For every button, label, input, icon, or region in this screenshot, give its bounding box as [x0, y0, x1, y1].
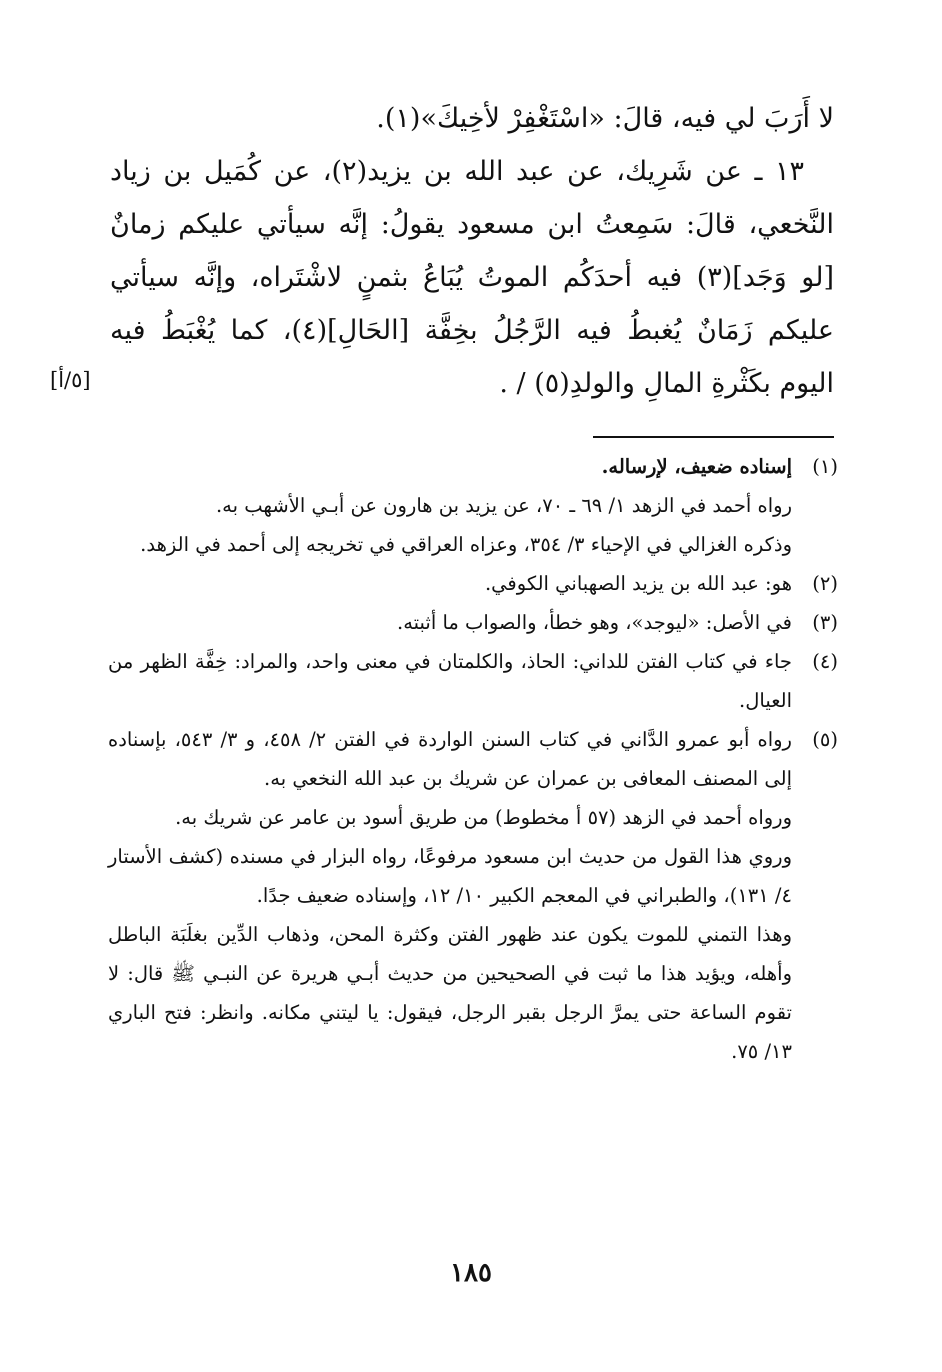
footnote-body [108, 603, 792, 642]
footnote-number: (٥) [812, 728, 838, 751]
footnote-paragraph: في الأصل: «ليوجد»، وهو خطأ، والصواب ما أثبته. [397, 611, 792, 634]
footnote-paragraph: جاء في كتاب الفتن للداني: الحاذ، والكلمتان في معنى واحد، والمراد: خِفَّة الظهر من العيال. [108, 650, 792, 712]
footnote-2 [108, 564, 838, 603]
footnote-1 [108, 447, 838, 564]
footnote-paragraph: إسناده ضعيف، لإرساله. [601, 455, 792, 478]
main-paragraph-continuation: لا أَرَبَ لي فيه، قالَ: «اسْتَغْفِرْ لأخِيكَ»(١). [376, 103, 834, 134]
footnote-number: (٣) [812, 611, 838, 634]
manuscript-folio-marker: [٥/أ] [50, 368, 91, 392]
footnote-separator [593, 436, 834, 438]
page-number: ١٨٥ [450, 1258, 492, 1288]
footnote-number: (٤) [812, 650, 838, 673]
footnote-paragraph: وذكره الغزالي في الإحياء ٣/ ٣٥٤، وعزاه العراقي في تخريجه إلى أحمد في الزهد. [140, 533, 792, 556]
footnote-paragraph: رواه أبو عمرو الدَّاني في كتاب السنن الواردة في الفتن ٢/ ٤٥٨، و ٣/ ٥٤٣، بإسناده إلى المصنف المعافى بن عمران عن شريك بن عبد الله النخعي به. [108, 728, 792, 790]
footnote-body [108, 564, 792, 603]
footnote-paragraph: هو: عبد الله بن يزيد الصهباني الكوفي. [484, 572, 792, 595]
footnote-paragraph: وروي هذا القول من حديث ابن مسعود مرفوعًا، رواه البزار في مسنده (كشف الأستار ٤/ ١٣١)، والطبراني في المعجم الكبير ١٠/ ١٢، وإسناده ضعيف جدًا. [108, 845, 792, 907]
main-paragraph-athar-13: ١٣ ـ عن شَرِيك، عن عبد الله بن يزيد(٢)، عن كُمَيل بن زياد النَّخعي، قالَ: سَمِعتُ ابن مسعود يقولُ: إنَّه سيأتي عليكم زمانٌ [لو وَجَد](٣) فيه أحدَكُم الموتُ يُبَاعُ بثمنٍ لاشْتَراه، وإنَّه سيأتي عليكم زَمَانٌ يُغبطُ فيه الرَّجُلُ بخِفَّة [الحَالِ](٤)، كما يُغْبَطُ فيه اليوم بكَثْرةِ المالِ والولدِ(٥) / . [110, 156, 834, 399]
footnote-body [108, 447, 792, 564]
footnotes [108, 447, 838, 1071]
footnote-body [108, 642, 792, 720]
footnote-3 [108, 603, 838, 642]
footnote-number: (١) [812, 455, 838, 478]
footnote-paragraph: وهذا التمني للموت يكون عند ظهور الفتن وكثرة المحن، وذهاب الدِّين بغلَبَة الباطل وأهله، ويؤيد هذا ما ثبت في الصحيحين من حديث أبـي هريرة عن النبـي ﷺ قال: لا تقوم الساعة حتى يمرَّ الرجل بقبر الرجل، فيقول: يا ليتني مكانه. وانظر: فتح الباري ١٣/ ٧٥. [108, 923, 792, 1063]
footnote-body [108, 720, 792, 1071]
footnote-number: (٢) [812, 572, 838, 595]
main-text [110, 92, 834, 410]
footnote-paragraph: رواه أحمد في الزهد ١/ ٦٩ ـ ٧٠، عن يزيد بن هارون عن أبـي الأشهب به. [215, 494, 792, 517]
footnote-5 [108, 720, 838, 1071]
footnote-4 [108, 642, 838, 720]
footnote-paragraph: ورواه أحمد في الزهد (٥٧ أ مخطوط) من طريق أسود بن عامر عن شريك به. [175, 806, 792, 829]
